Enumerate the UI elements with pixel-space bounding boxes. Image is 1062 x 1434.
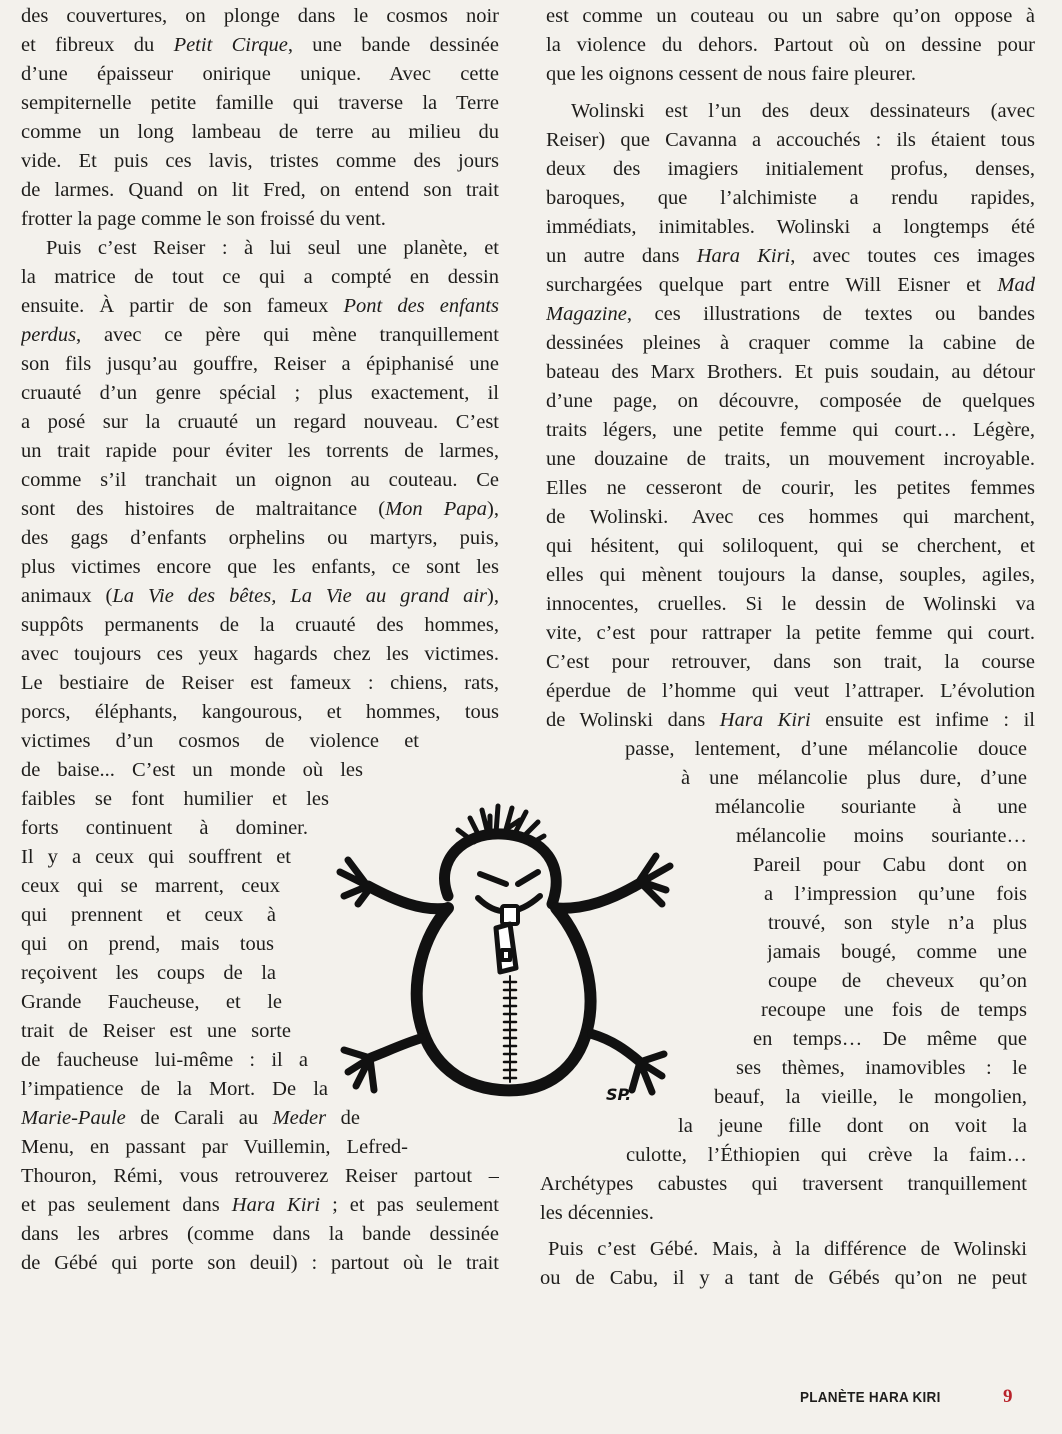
text-line: frotter la page comme le son froissé du vent. [21,208,386,230]
text-line: Menu, en passant par Vuillemin, Lefred- [21,1136,408,1158]
text-line: d’une page, on découvre, composée de quelques [546,390,1035,412]
text-line: de baise... C’est un monde où les [21,759,363,781]
text-line: Pareil pour Cabu dont on [753,854,1027,876]
text-line: vite, c’est pour rattraper la petite femme qui court. [546,622,1035,644]
text-line: ou de Cabu, il y a tant de Gébés qu’on ne peut [540,1267,1027,1289]
text-line: mélancolie moins souriante… [736,825,1027,847]
text-line: dans les arbres (comme dans la bande dessinée [21,1223,499,1245]
text-line: d’une épaisseur onirique unique. Avec cette [21,63,499,85]
text-line: son fils jusqu’au gouffre, Reiser a épiphanisé une [21,353,499,375]
text-line: est comme un couteau ou un sabre qu’on oppose à [546,5,1035,27]
text-line: culotte, l’Éthiopien qui crève la faim… [626,1144,1027,1166]
text-line: Grande Faucheuse, et le [21,991,282,1013]
text-line: deux des imagiers initialement profus, denses, [546,158,1035,180]
text-line: la violence du dehors. Partout où on dessine pour [546,34,1035,56]
text-line: porcs, éléphants, kangourous, et hommes, tous [21,701,499,723]
text-line: Thouron, Rémi, vous retrouverez Reiser partout – [21,1165,499,1187]
text-line: et pas seulement dans Hara Kiri ; et pas seulement [21,1194,499,1216]
text-line: les décennies. [540,1202,654,1224]
text-line: ceux qui se marrent, ceux [21,875,280,897]
text-line: Le bestiaire de Reiser est fameux : chiens, rats, [21,672,499,694]
text-line: que les oignons cessent de nous faire pleurer. [546,63,917,85]
text-line: Il y a ceux qui souffrent et [21,846,291,868]
text-line: un autre dans Hara Kiri, avec toutes ces images [546,245,1035,267]
text-line: Puis c’est Gébé. Mais, à la différence de Wolinski [548,1238,1027,1260]
text-line: en temps… De même que [753,1028,1027,1050]
text-line: de Wolinski dans Hara Kiri ensuite est infime : il [546,709,1035,731]
text-line: la jeune fille dont on voit la [678,1115,1027,1137]
text-line: bateau des Marx Brothers. Et puis soudain, au détour [546,361,1035,383]
text-line: immédiats, inimitables. Wolinski a longtemps été [546,216,1035,238]
text-line: a posé sur la cruauté un regard nouveau. C’est [21,411,499,433]
page-number: 9 [1003,1386,1013,1407]
text-line: dessinées pleines à craquer comme la cabine de [546,332,1035,354]
text-line: ensuite. À partir de son fameux Pont des enfants [21,295,499,317]
text-line: de Gébé qui porte son deuil) : partout où le trait [21,1252,499,1274]
text-line: innocentes, cruelles. Si le dessin de Wolinski va [546,593,1035,615]
text-line: jamais bougé, comme une [767,941,1027,963]
cartoon-character-illustration [330,800,690,1130]
text-line: une douzaine de traits, un mouvement incroyable. [546,448,1035,470]
text-line: Marie-Paule de Carali au Meder de [21,1107,360,1129]
text-line: des couvertures, on plonge dans le cosmos noir [21,5,499,27]
text-line: recoupe une fois de temps [761,999,1027,1021]
text-line: comme s’il tranchait un oignon au couteau. Ce [21,469,499,491]
text-line: qui on prend, mais tous [21,933,274,955]
text-line: plus victimes encore que les enfants, ce sont les [21,556,499,578]
text-line: de Wolinski. Avec ces hommes qui marchent, [546,506,1035,528]
text-line: trait de Reiser est une sorte [21,1020,291,1042]
text-line: et fibreux du Petit Cirque, une bande dessinée [21,34,499,56]
text-line: à une mélancolie plus dure, d’une [681,767,1027,789]
text-line: Reiser) que Cavanna a accouchés : ils étaient tous [546,129,1035,151]
text-line: faibles se font humilier et les [21,788,329,810]
text-line: vide. Et puis ces lavis, tristes comme des jours [21,150,499,172]
text-line: beauf, la vieille, le mongolien, [714,1086,1027,1108]
text-line: Puis c’est Reiser : à lui seul une planète, et [46,237,499,259]
text-line: de larmes. Quand on lit Fred, on entend son trait [21,179,499,201]
text-line: comme un long lambeau de terre au milieu du [21,121,499,143]
text-line: animaux (La Vie des bêtes, La Vie au grand air), [21,585,499,607]
text-line: surchargées quelque part entre Will Eisner et Mad [546,274,1035,296]
text-line: a l’impression qu’une fois [764,883,1027,905]
text-line: cruauté d’un genre spécial ; plus exactement, il [21,382,499,404]
text-line: baroques, que l’alchimiste a rendu rapides, [546,187,1035,209]
text-line: trouvé, son style n’a plus [768,912,1027,934]
text-line: de faucheuse lui-même : il a [21,1049,308,1071]
text-line: victimes d’un cosmos de violence et [21,730,419,752]
text-line: C’est pour retrouver, dans son trait, la course [546,651,1035,673]
text-line: Wolinski est l’un des deux dessinateurs (avec [571,100,1035,122]
publication-title: PLANÈTE HARA KIRI [800,1389,941,1406]
text-line: qui hésitent, qui soliloquent, qui se cherchent, et [546,535,1035,557]
text-line: sont des histoires de maltraitance (Mon Papa), [21,498,499,520]
text-line: l’impatience de la Mort. De la [21,1078,328,1100]
text-line: passe, lentement, d’une mélancolie douce [625,738,1027,760]
text-line: Archétypes cabustes qui traversent tranquillement [540,1173,1027,1195]
text-line: avec toujours ces yeux hagards chez les victimes. [21,643,499,665]
text-line: un trait rapide pour éviter les torrents de larmes, [21,440,499,462]
illustration-signature: SP. [606,1085,632,1104]
text-line: forts continuent à dominer. [21,817,308,839]
text-line: éperdue de l’homme qui veut l’attraper. L’évolution [546,680,1035,702]
text-line: la matrice de tout ce qui a compté en dessin [21,266,499,288]
text-line: reçoivent les coups de la [21,962,276,984]
text-line: sempiternelle petite famille qui traverse la Terre [21,92,499,114]
text-line: perdus, avec ce père qui mène tranquillement [21,324,499,346]
text-line: Elles ne cesseront de courir, les petites femmes [546,477,1035,499]
text-line: mélancolie souriante à une [715,796,1027,818]
text-line: suppôts permanents de la cruauté des hommes, [21,614,499,636]
text-line: qui prennent et ceux à [21,904,276,926]
text-line: des gags d’enfants orphelins ou martyrs, puis, [21,527,499,549]
text-line: coupe de cheveux qu’on [768,970,1027,992]
text-line: Magazine, ces illustrations de textes ou bandes [546,303,1035,325]
text-line: traits légers, une petite femme qui court… Légère, [546,419,1035,441]
text-line: ses thèmes, inamovibles : le [736,1057,1027,1079]
text-line: elles qui mènent toujours la danse, souples, agiles, [546,564,1035,586]
